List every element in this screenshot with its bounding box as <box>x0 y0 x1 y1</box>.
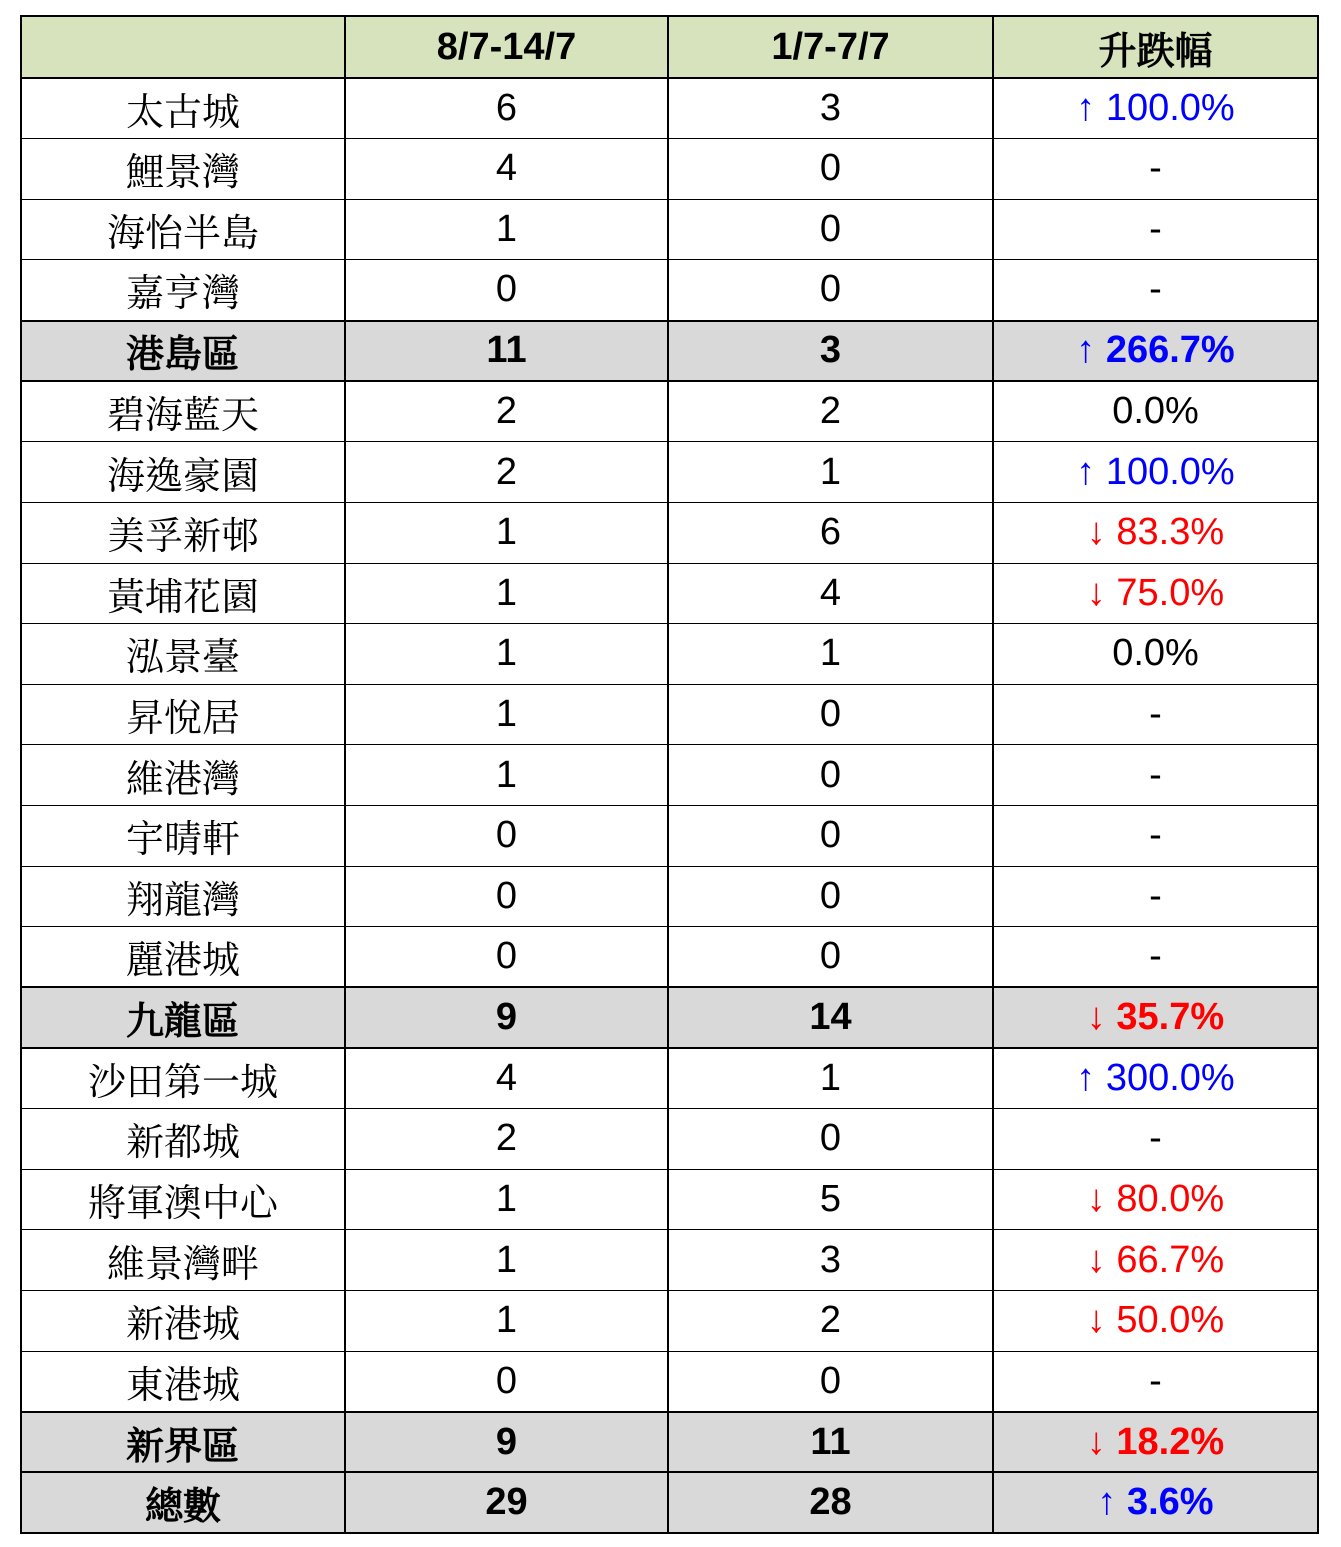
estate-name-cell: 美孚新邨 <box>21 502 345 563</box>
header-cell-current-week: 8/7-14/7 <box>345 16 668 78</box>
table-row <box>21 1048 1318 1109</box>
current-week-cell: 0 <box>345 866 668 927</box>
current-week-cell: 2 <box>345 442 668 503</box>
change-cell: - <box>993 866 1318 927</box>
current-week-cell: 4 <box>345 1048 668 1109</box>
header-cell-previous-week: 1/7-7/7 <box>668 16 993 78</box>
previous-week-cell: 0 <box>668 139 993 200</box>
previous-week-cell: 1 <box>668 624 993 685</box>
estate-name-cell: 泓景臺 <box>21 624 345 685</box>
estate-name-cell: 太古城 <box>21 78 345 139</box>
change-cell: ↑ 300.0% <box>993 1048 1318 1109</box>
change-cell: - <box>993 927 1318 988</box>
estate-name-cell: 將軍澳中心 <box>21 1169 345 1230</box>
table-row <box>21 927 1318 988</box>
current-week-cell: 11 <box>345 321 668 382</box>
change-cell: - <box>993 1351 1318 1412</box>
previous-week-cell: 3 <box>668 78 993 139</box>
table-row <box>21 1169 1318 1230</box>
estate-name-cell: 港島區 <box>21 321 345 382</box>
estate-name-cell: 維景灣畔 <box>21 1230 345 1291</box>
current-week-cell: 1 <box>345 624 668 685</box>
current-week-cell: 1 <box>345 684 668 745</box>
estate-name-cell: 海逸豪園 <box>21 442 345 503</box>
change-cell: ↑ 3.6% <box>993 1472 1318 1533</box>
previous-week-cell: 14 <box>668 987 993 1048</box>
previous-week-cell: 0 <box>668 684 993 745</box>
estate-name-cell: 東港城 <box>21 1351 345 1412</box>
estate-transactions-table <box>20 15 1319 1534</box>
change-cell: - <box>993 260 1318 321</box>
previous-week-cell: 0 <box>668 806 993 867</box>
previous-week-cell: 28 <box>668 1472 993 1533</box>
estate-name-cell: 海怡半島 <box>21 199 345 260</box>
table-row <box>21 442 1318 503</box>
current-week-cell: 1 <box>345 1291 668 1352</box>
table-row <box>21 684 1318 745</box>
change-cell: ↓ 66.7% <box>993 1230 1318 1291</box>
current-week-cell: 4 <box>345 139 668 200</box>
estate-name-cell: 昇悅居 <box>21 684 345 745</box>
header-cell-estate <box>21 16 345 78</box>
previous-week-cell: 0 <box>668 1109 993 1170</box>
previous-week-cell: 0 <box>668 927 993 988</box>
current-week-cell: 1 <box>345 1230 668 1291</box>
current-week-cell: 1 <box>345 199 668 260</box>
change-cell: ↑ 100.0% <box>993 78 1318 139</box>
previous-week-cell: 2 <box>668 1291 993 1352</box>
current-week-cell: 1 <box>345 502 668 563</box>
header-cell-change: 升跌幅 <box>993 16 1318 78</box>
weekly-transactions-report <box>20 15 1319 1534</box>
current-week-cell: 9 <box>345 1412 668 1473</box>
change-cell: 0.0% <box>993 624 1318 685</box>
table-row <box>21 199 1318 260</box>
previous-week-cell: 3 <box>668 1230 993 1291</box>
change-cell: ↓ 80.0% <box>993 1169 1318 1230</box>
current-week-cell: 2 <box>345 1109 668 1170</box>
estate-name-cell: 翔龍灣 <box>21 866 345 927</box>
previous-week-cell: 0 <box>668 199 993 260</box>
table-row <box>21 563 1318 624</box>
table-row <box>21 866 1318 927</box>
total-row <box>21 1472 1318 1533</box>
previous-week-cell: 0 <box>668 866 993 927</box>
table-row <box>21 78 1318 139</box>
current-week-cell: 9 <box>345 987 668 1048</box>
table-row <box>21 806 1318 867</box>
subtotal-row <box>21 987 1318 1048</box>
estate-name-cell: 麗港城 <box>21 927 345 988</box>
change-cell: - <box>993 1109 1318 1170</box>
previous-week-cell: 3 <box>668 321 993 382</box>
previous-week-cell: 4 <box>668 563 993 624</box>
subtotal-row <box>21 1412 1318 1473</box>
table-row <box>21 1109 1318 1170</box>
change-cell: 0.0% <box>993 381 1318 442</box>
estate-name-cell: 維港灣 <box>21 745 345 806</box>
change-cell: ↓ 18.2% <box>993 1412 1318 1473</box>
change-cell: ↓ 50.0% <box>993 1291 1318 1352</box>
change-cell: ↑ 100.0% <box>993 442 1318 503</box>
change-cell: - <box>993 806 1318 867</box>
previous-week-cell: 6 <box>668 502 993 563</box>
change-cell: ↓ 83.3% <box>993 502 1318 563</box>
current-week-cell: 1 <box>345 745 668 806</box>
change-cell: - <box>993 199 1318 260</box>
change-cell: ↓ 35.7% <box>993 987 1318 1048</box>
previous-week-cell: 0 <box>668 260 993 321</box>
current-week-cell: 1 <box>345 1169 668 1230</box>
change-cell: ↓ 75.0% <box>993 563 1318 624</box>
estate-name-cell: 新界區 <box>21 1412 345 1473</box>
estate-name-cell: 碧海藍天 <box>21 381 345 442</box>
estate-name-cell: 新都城 <box>21 1109 345 1170</box>
previous-week-cell: 0 <box>668 745 993 806</box>
table-row <box>21 502 1318 563</box>
estate-name-cell: 九龍區 <box>21 987 345 1048</box>
estate-name-cell: 總數 <box>21 1472 345 1533</box>
change-cell: - <box>993 684 1318 745</box>
current-week-cell: 0 <box>345 927 668 988</box>
previous-week-cell: 5 <box>668 1169 993 1230</box>
table-row <box>21 139 1318 200</box>
estate-name-cell: 黃埔花園 <box>21 563 345 624</box>
previous-week-cell: 11 <box>668 1412 993 1473</box>
current-week-cell: 0 <box>345 260 668 321</box>
current-week-cell: 0 <box>345 806 668 867</box>
header-row <box>21 16 1318 78</box>
estate-name-cell: 新港城 <box>21 1291 345 1352</box>
estate-name-cell: 沙田第一城 <box>21 1048 345 1109</box>
change-cell: ↑ 266.7% <box>993 321 1318 382</box>
current-week-cell: 1 <box>345 563 668 624</box>
table-row <box>21 1351 1318 1412</box>
table-row <box>21 260 1318 321</box>
estate-name-cell: 鯉景灣 <box>21 139 345 200</box>
current-week-cell: 6 <box>345 78 668 139</box>
table-row <box>21 1291 1318 1352</box>
estate-name-cell: 嘉亨灣 <box>21 260 345 321</box>
current-week-cell: 0 <box>345 1351 668 1412</box>
table-row <box>21 1230 1318 1291</box>
previous-week-cell: 1 <box>668 1048 993 1109</box>
current-week-cell: 2 <box>345 381 668 442</box>
previous-week-cell: 2 <box>668 381 993 442</box>
current-week-cell: 29 <box>345 1472 668 1533</box>
subtotal-row <box>21 321 1318 382</box>
estate-name-cell: 宇晴軒 <box>21 806 345 867</box>
change-cell: - <box>993 745 1318 806</box>
previous-week-cell: 1 <box>668 442 993 503</box>
previous-week-cell: 0 <box>668 1351 993 1412</box>
table-row <box>21 381 1318 442</box>
change-cell: - <box>993 139 1318 200</box>
table-row <box>21 624 1318 685</box>
table-row <box>21 745 1318 806</box>
